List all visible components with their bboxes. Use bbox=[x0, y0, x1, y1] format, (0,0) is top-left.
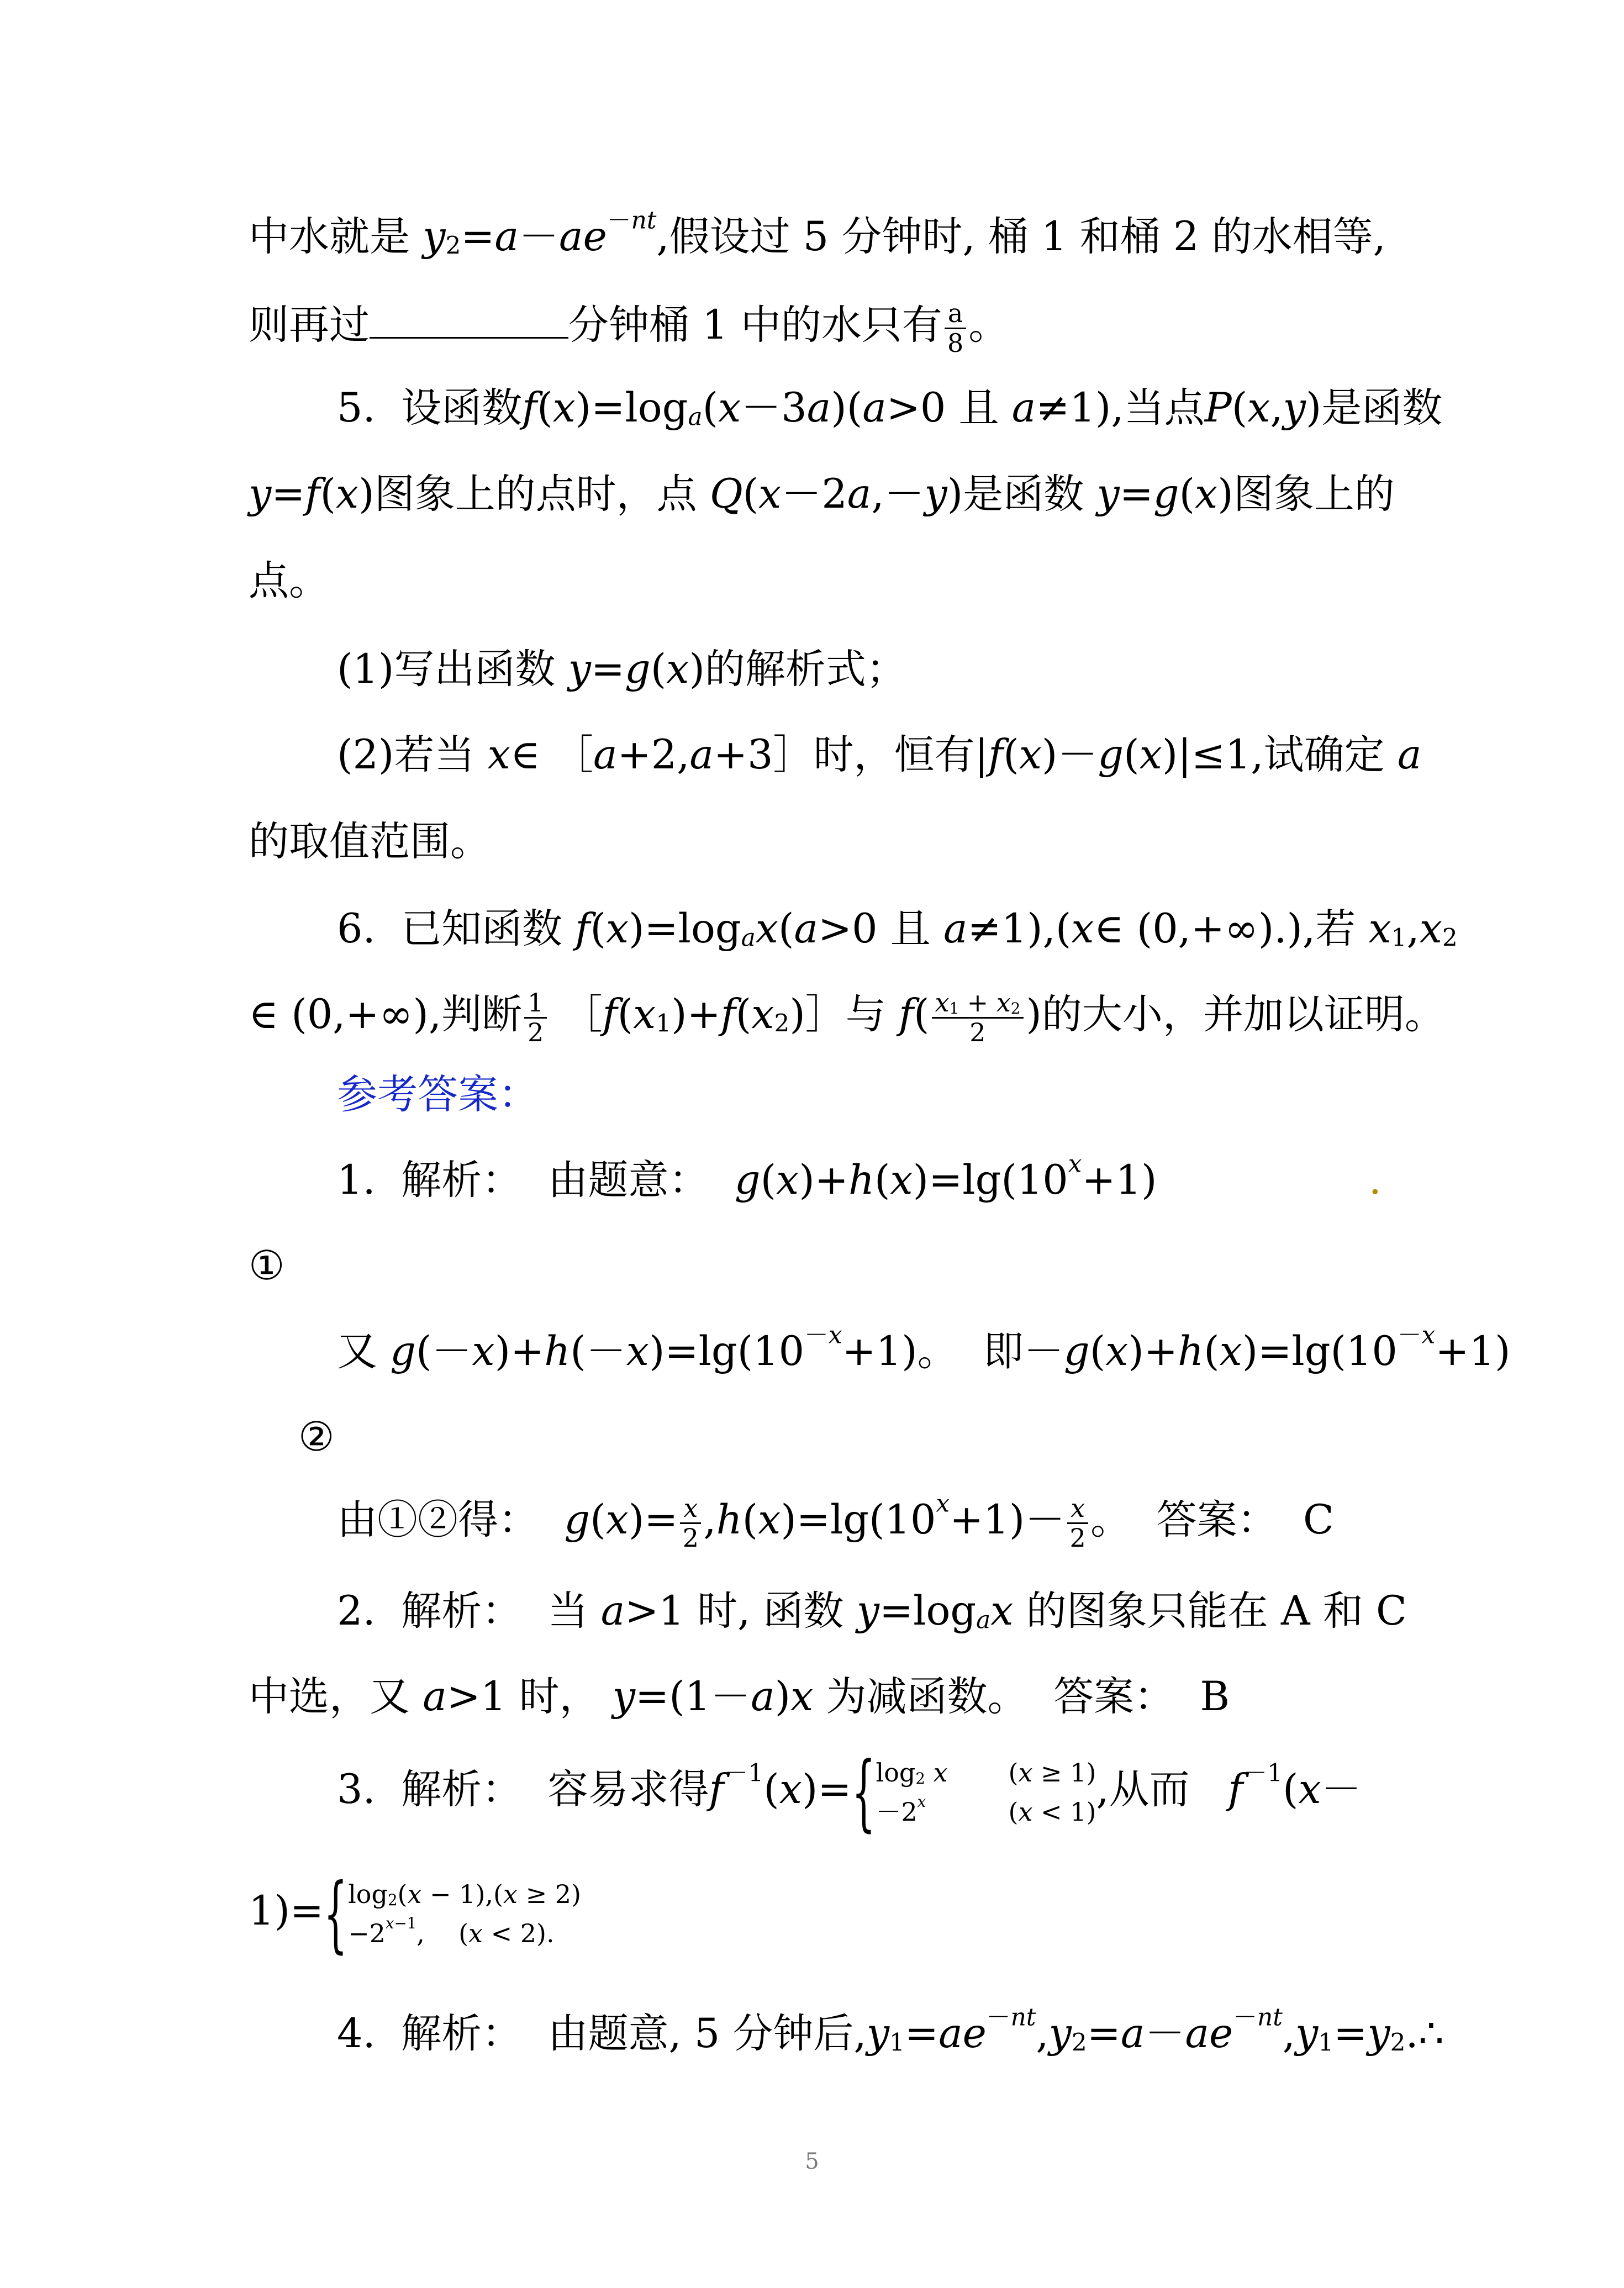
answer-blank[interactable] bbox=[370, 303, 568, 339]
fraction-x1-plus-x2-over-2: $\frac{x_1 + x_2}{2}$ bbox=[932, 989, 1024, 1046]
q6-line-1: 6. 已知函数 $f(x)=\log_ax(a>0$ 且 a≠1),(x∈ (0,+∞).),若 $x_1,x_2$ bbox=[337, 905, 1458, 952]
page-number: 5 bbox=[805, 2149, 819, 2174]
q5-part-2: (2)若当 x∈ ［a+2,a+3］时，恒有|f(x)－g(x)|≤1,试确定 a bbox=[337, 731, 1422, 778]
a3-line-2: 1)= { $\log_2(x - 1)$, (x ≥ 2) $-2^{x-1}$, (x < 2). bbox=[249, 1866, 581, 1962]
fraction-one-half: $\frac{1}{2}$ bbox=[524, 989, 547, 1046]
a2-line-1: 2. 解析： 当 a>1 时, 函数 $y=\log_ax$ 的图象只能在 A 和 C bbox=[337, 1588, 1407, 1635]
fraction-x-over-2: $\frac{x}{2}$ bbox=[680, 1494, 701, 1552]
piecewise-shifted-inverse: { $\log_2(x - 1)$, (x ≥ 2) $-2^{x-1}$, (x < 2). bbox=[324, 1866, 581, 1962]
q5-line-2: y=f(x)图象上的点时，点 Q(x－2a,－y)是函数 y=g(x)图象上的 bbox=[249, 471, 1395, 518]
q5-part-2-cont: 的取值范围。 bbox=[249, 818, 491, 865]
a1-eq-marker-1: ① bbox=[249, 1242, 285, 1289]
a1-line-3: 由①②得： g(x)= $\frac{x}{2}$ $,h(x)=\lg(10^x+1)-$ $\frac{x}{2}$ 。 答案： C bbox=[337, 1489, 1334, 1553]
stray-dot: . bbox=[1368, 1157, 1382, 1204]
q4-line-1: 中水就是 $y_2=a-ae^{-nt}$,假设过 5 分钟时, 桶 1 和桶 2 的水相等, bbox=[249, 206, 1386, 260]
a1-eq-marker-2: ② bbox=[298, 1414, 335, 1461]
a2-line-2: 中选，又 a>1 时， y=(1－a)x 为减函数。 答案： B bbox=[249, 1673, 1230, 1720]
q5-line-3: 点。 bbox=[249, 557, 329, 604]
answers-heading: 参考答案： bbox=[337, 1071, 539, 1118]
q6-line-2: ∈ (0,+∞),判断 $\frac{1}{2}$ $[f(x_1)+f(x_2)]$与 f( $\frac{x_1 + x_2}{2}$ )的大小，并加以证明。 bbox=[249, 988, 1445, 1047]
a4-line-1: 4. 解析： 由题意, 5 分钟后$,y_1=ae^{-nt},y_2=a-ae^{-nt},y_1=y_2.\therefore$ bbox=[337, 2003, 1444, 2057]
q5-part-1: (1)写出函数 y=g(x)的解析式； bbox=[337, 646, 906, 693]
piecewise-inverse: { $\log_2 x$ (x ≥ 1) $-2^x$ (x < 1) bbox=[851, 1744, 1096, 1841]
q5-line-1: 5. 设函数$f(x)=\log_a(x-3a)(a>0$ 且 a≠1),当点P(x,y)是函数 bbox=[337, 384, 1443, 431]
a1-line-1: 1. 解析： 由题意： $g(x)+h(x)=\lg(10^x+1)$ . bbox=[337, 1150, 1382, 1204]
a1-line-2: 又 $g(-x)+h(-x)=\lg(10^{-x}+1)$。 即$-g(x)+h(x)=\lg(10^{-x}+1)$ bbox=[337, 1321, 1511, 1375]
q4-line-2: 则再过 分钟桶 1 中的水只有 $\frac{a}{8}$ 。 bbox=[249, 298, 1009, 358]
fraction-x-over-2-b: $\frac{x}{2}$ bbox=[1067, 1494, 1088, 1552]
fraction-a-over-8: $\frac{a}{8}$ bbox=[945, 299, 966, 357]
a3-line-1: 3. 解析： 容易求得$f^{-1}(x)=$ { $\log_2 x$ (x ≥ 1) $-2^x$ (x < 1) ,从而 $f^{-1}(x-$ bbox=[337, 1744, 1362, 1841]
